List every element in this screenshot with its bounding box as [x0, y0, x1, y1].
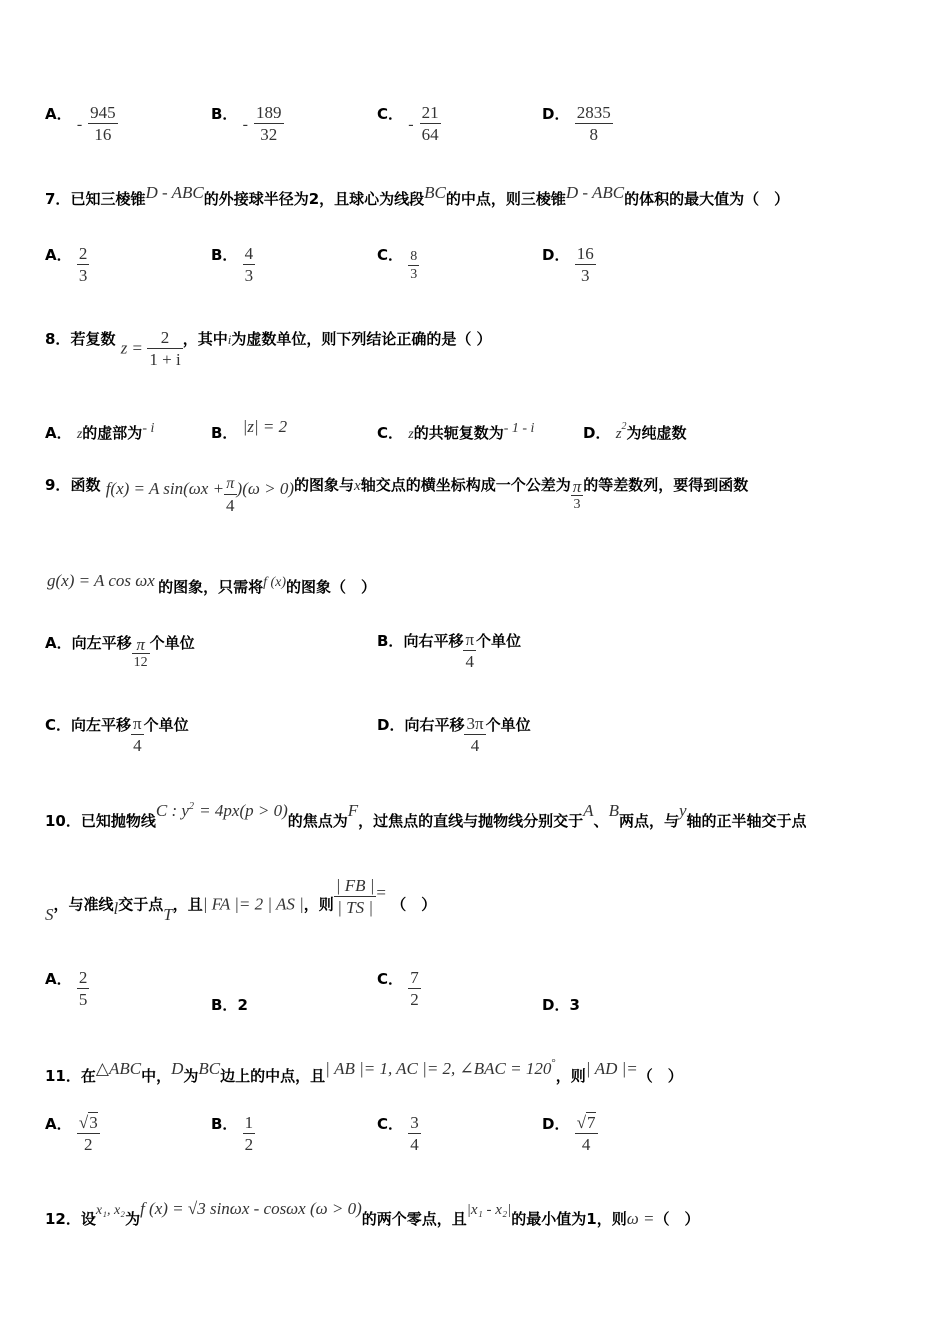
fraction: $\frac{2}{3}$ — [78, 244, 88, 285]
q6-option-d — [542, 103, 613, 145]
fraction: $\frac{\pi}{3}$ — [572, 476, 582, 512]
fraction: $\frac{2}{1 + i}$ — [149, 328, 181, 369]
fraction: $\frac{16}{3}$ — [576, 244, 594, 285]
question-11: 11．在△ABC中，D为BC边上的中点，且| AB |= 1, AC |= 2, ∠BAC = 120°，则| AD |=（ ） — [45, 1057, 683, 1085]
minus-sign: - — [242, 115, 248, 133]
fraction: $\frac{21}{64}$ — [421, 103, 439, 144]
minus-sign: - — [408, 115, 414, 133]
fraction: $\frac{8}{3}$ — [410, 249, 418, 282]
option-label: C． — [377, 104, 404, 123]
fraction: $\frac{| FB |}{| TS |}$ — [335, 876, 375, 917]
q7-option-c: C． $\frac{8}{3}$ — [377, 246, 418, 282]
fraction: $\frac{√3}{2}$ — [78, 1113, 98, 1154]
option-label: D． — [542, 104, 570, 123]
q7-option-b: B． $\frac{4}{3}$ — [211, 244, 254, 285]
question-number: 7． — [45, 190, 71, 208]
q6-option-c — [377, 103, 441, 145]
question-9: 9．函数 f(x) = A sin(ωx + $\frac{\pi}{4}$ )(ω > 0)的图象与x轴交点的横坐标构成一个公差为 $\frac{\pi}{3}$ 的等差数列，要得到函数 — [45, 475, 749, 515]
math-expr: D - ABC — [565, 183, 625, 202]
question-number: 9． — [45, 475, 71, 494]
minus-sign: - — [76, 115, 83, 133]
question-12: 12．设x₁, x₂为f (x) = √3 sinωx - cosωx (ω > 0)的两个零点，且|x₁ - x₂|的最小值为1，则ω =（ ） — [45, 1199, 700, 1228]
q11-option-b: B． $\frac{1}{2}$ — [211, 1113, 254, 1154]
q9-option-d: D．向右平移 $\frac{3\pi}{4}$ 个单位 — [377, 714, 531, 755]
question-number: 11． — [45, 1067, 81, 1085]
question-10-cont: S，与准线l交于点T，且| FA |= 2 | AS |，则 $\frac{| FB |}{| TS |}$ = （ ） — [45, 876, 437, 924]
fraction: $\frac{√7}{4}$ — [576, 1113, 596, 1154]
fraction: $\frac{1}{2}$ — [244, 1113, 254, 1154]
q8-option-d: D． $z^2$为纯虚数 — [583, 421, 687, 442]
q10-option-a: A． $\frac{2}{5}$ — [45, 968, 88, 1009]
q6-option-a — [45, 103, 118, 145]
option-label: A． — [45, 104, 72, 123]
option-label: B． — [211, 104, 238, 123]
question-number: 8． — [45, 329, 71, 348]
q10-option-d: D．3 — [542, 996, 580, 1014]
math-expr: D - ABC — [145, 183, 204, 202]
q10-option-c: C． $\frac{7}{2}$ — [377, 968, 419, 1009]
q11-option-a: A． $\frac{√3}{2}$ — [45, 1113, 98, 1154]
fraction: $\frac{3}{4}$ — [410, 1113, 419, 1154]
q8-option-c: C． z的共轭复数为- 1 - i — [377, 421, 535, 442]
fraction: $\frac{7}{2}$ — [410, 968, 419, 1009]
fraction: $\frac{945}{16}$ — [90, 103, 116, 144]
q9-option-b: B．向右平移 $\frac{\pi}{4}$ 个单位 — [377, 630, 522, 671]
fraction: $\frac{4}{3}$ — [244, 244, 254, 285]
fraction: $\frac{2835}{8}$ — [576, 103, 611, 144]
q8-option-a: A． z的虚部为- i — [45, 421, 155, 442]
q10-option-b: B．2 — [211, 996, 248, 1014]
fraction: $\frac{189}{32}$ — [256, 103, 282, 144]
q9-option-c: C．向左平移 $\frac{\pi}{4}$ 个单位 — [45, 714, 189, 755]
fraction: $\frac{\pi}{4}$ — [133, 714, 142, 755]
question-10: 10．已知抛物线C : $y^2 = 4px(p > 0)$的焦点为F，过焦点的直线与抛物线分别交于A、B两点，与y轴的正半轴交于点 — [45, 801, 807, 830]
q6-option-b — [211, 103, 284, 145]
question-number: 12． — [45, 1210, 81, 1228]
question-8: 8．若复数 z = $\frac{2}{1 + i}$ ，其中i为虚数单位，则下列结论正确的是（ ） — [45, 328, 492, 369]
q9-option-a: A．向左平移 $\frac{\pi}{12}$ 个单位 — [45, 634, 195, 670]
fraction: $\frac{\pi}{12}$ — [133, 635, 148, 670]
question-7: 7．已知三棱锥D - ABC的外接球半径为2，且球心为线段BC的中点，则三棱锥D - ABC的体积的最大值为（ ） — [45, 183, 790, 208]
fraction: $\frac{3\pi}{4}$ — [466, 714, 484, 755]
question-9-cont: g(x) = A cos ωx 的图象，只需将f (x)的图象（ ） — [47, 571, 377, 596]
fraction: $\frac{2}{5}$ — [78, 968, 88, 1009]
math-expr: BC — [424, 183, 446, 202]
q11-option-d: D． $\frac{√7}{4}$ — [542, 1113, 596, 1154]
question-number: 10． — [45, 812, 81, 830]
fraction: $\frac{\pi}{4}$ — [226, 475, 235, 515]
q8-option-b: B． |z| = 2 — [211, 417, 288, 442]
q7-option-d: D． $\frac{16}{3}$ — [542, 244, 594, 285]
fraction: $\frac{\pi}{4}$ — [465, 630, 475, 671]
q7-option-a: A． $\frac{2}{3}$ — [45, 244, 88, 285]
q11-option-c: C． $\frac{3}{4}$ — [377, 1113, 419, 1154]
